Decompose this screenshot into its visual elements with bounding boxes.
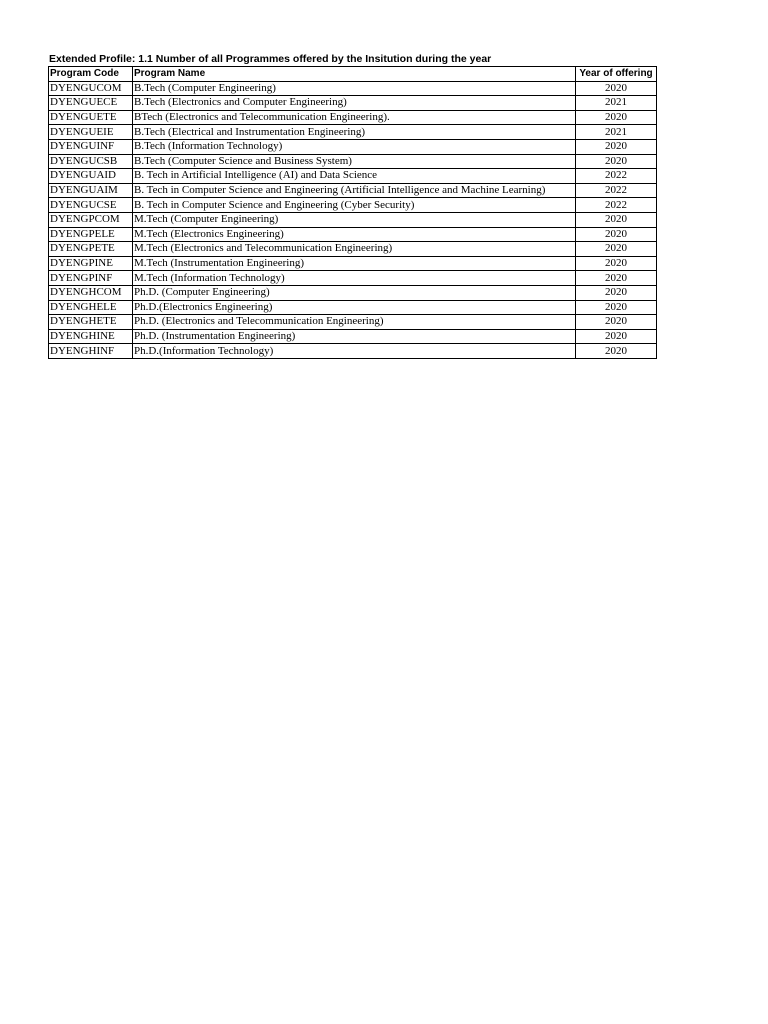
cell-program-name: B. Tech in Artificial Intelligence (AI) and Data Science: [133, 169, 576, 184]
cell-program-name: B.Tech (Electrical and Instrumentation Engineering): [133, 125, 576, 140]
cell-program-code: DYENGPINE: [49, 256, 133, 271]
table-row: [49, 256, 657, 271]
table-row: [49, 125, 657, 140]
cell-year-of-offering: 2020: [576, 212, 657, 227]
cell-program-name: B.Tech (Computer Engineering): [133, 81, 576, 96]
cell-program-code: DYENGUEIE: [49, 125, 133, 140]
header-program-code: Program Code: [49, 67, 133, 82]
cell-program-code: DYENGHINE: [49, 329, 133, 344]
cell-year-of-offering: 2022: [576, 198, 657, 213]
cell-program-code: DYENGPCOM: [49, 212, 133, 227]
table-row: [49, 242, 657, 257]
table-row: [49, 300, 657, 315]
table-row: [49, 227, 657, 242]
cell-year-of-offering: 2021: [576, 125, 657, 140]
cell-year-of-offering: 2020: [576, 285, 657, 300]
table-row: [49, 344, 657, 359]
cell-program-name: Ph.D.(Information Technology): [133, 344, 576, 359]
cell-year-of-offering: 2020: [576, 315, 657, 330]
table-row: [49, 212, 657, 227]
table-row: [49, 329, 657, 344]
cell-program-code: DYENGPINF: [49, 271, 133, 286]
cell-program-code: DYENGUETE: [49, 110, 133, 125]
cell-program-code: DYENGUCSB: [49, 154, 133, 169]
table-row: [49, 154, 657, 169]
cell-program-code: DYENGPELE: [49, 227, 133, 242]
cell-program-name: M.Tech (Electronics and Telecommunication Engineering): [133, 242, 576, 257]
cell-program-name: Ph.D. (Electronics and Telecommunication Engineering): [133, 315, 576, 330]
cell-program-name: Ph.D. (Computer Engineering): [133, 285, 576, 300]
cell-program-code: DYENGUAIM: [49, 183, 133, 198]
sheet-title: Extended Profile: 1.1 Number of all Programmes offered by the Insitution during the year: [49, 53, 492, 65]
cell-year-of-offering: 2020: [576, 154, 657, 169]
cell-year-of-offering: 2020: [576, 300, 657, 315]
header-program-name: Program Name: [133, 67, 576, 82]
cell-program-code: DYENGPETE: [49, 242, 133, 257]
spreadsheet-sheet: [48, 52, 657, 359]
cell-program-name: B. Tech in Computer Science and Engineering (Cyber Security): [133, 198, 576, 213]
cell-program-code: DYENGUECE: [49, 96, 133, 111]
cell-program-name: B. Tech in Computer Science and Engineering (Artificial Intelligence and Machine Learning): [133, 183, 576, 198]
table-row: [49, 169, 657, 184]
table-row: [49, 271, 657, 286]
table-header-row: [49, 67, 657, 82]
cell-year-of-offering: 2020: [576, 242, 657, 257]
cell-year-of-offering: 2020: [576, 81, 657, 96]
table-row: [49, 139, 657, 154]
cell-year-of-offering: 2020: [576, 271, 657, 286]
programs-table: [48, 66, 657, 359]
cell-year-of-offering: 2020: [576, 344, 657, 359]
cell-year-of-offering: 2021: [576, 96, 657, 111]
cell-year-of-offering: 2022: [576, 169, 657, 184]
table-row: [49, 315, 657, 330]
cell-program-name: Ph.D.(Electronics Engineering): [133, 300, 576, 315]
cell-year-of-offering: 2020: [576, 329, 657, 344]
cell-program-code: DYENGUCSE: [49, 198, 133, 213]
cell-program-name: M.Tech (Instrumentation Engineering): [133, 256, 576, 271]
table-row: [49, 81, 657, 96]
cell-year-of-offering: 2020: [576, 110, 657, 125]
cell-year-of-offering: 2020: [576, 139, 657, 154]
table-row: [49, 183, 657, 198]
cell-program-name: M.Tech (Information Technology): [133, 271, 576, 286]
cell-year-of-offering: 2022: [576, 183, 657, 198]
cell-program-code: DYENGHCOM: [49, 285, 133, 300]
cell-program-code: DYENGHELE: [49, 300, 133, 315]
cell-program-code: DYENGHINF: [49, 344, 133, 359]
cell-year-of-offering: 2020: [576, 256, 657, 271]
cell-program-name: M.Tech (Electronics Engineering): [133, 227, 576, 242]
cell-program-name: B.Tech (Computer Science and Business System): [133, 154, 576, 169]
cell-program-name: M.Tech (Computer Engineering): [133, 212, 576, 227]
cell-program-code: DYENGUAID: [49, 169, 133, 184]
cell-program-name: B.Tech (Information Technology): [133, 139, 576, 154]
cell-program-name: Ph.D. (Instrumentation Engineering): [133, 329, 576, 344]
cell-program-code: DYENGHETE: [49, 315, 133, 330]
cell-program-name: B.Tech (Electronics and Computer Engineering): [133, 96, 576, 111]
cell-program-name: BTech (Electronics and Telecommunication Engineering).: [133, 110, 576, 125]
cell-program-code: DYENGUINF: [49, 139, 133, 154]
table-row: [49, 96, 657, 111]
table-row: [49, 198, 657, 213]
programs-table-body: [49, 81, 657, 358]
table-row: [49, 110, 657, 125]
header-year-of-offering: Year of offering: [576, 67, 657, 82]
table-row: [49, 285, 657, 300]
cell-year-of-offering: 2020: [576, 227, 657, 242]
cell-program-code: DYENGUCOM: [49, 81, 133, 96]
